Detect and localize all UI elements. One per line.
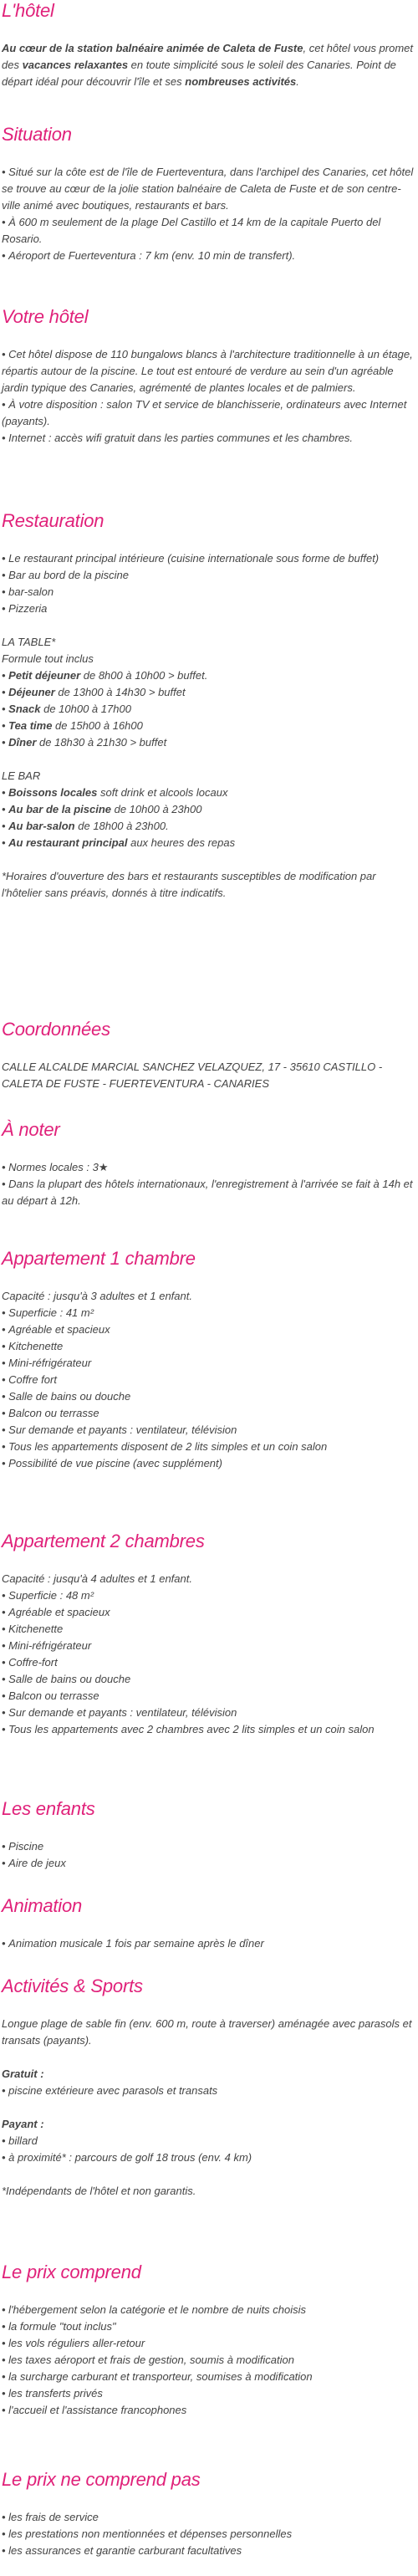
list-item: • à proximité* : parcours de golf 18 trous (env. 4 km): [2, 2149, 415, 2166]
section-title-a-noter: À noter: [2, 1119, 60, 1140]
meal-hours: de 15h00 à 16h00: [52, 719, 143, 732]
section-title-prix-ne-comprend: Le prix ne comprend pas: [2, 2469, 201, 2490]
list-item: • Dans la plupart des hôtels internationaux, l'enregistrement à l'arrivée se fait à 14h et au départ à 12h.: [2, 1176, 415, 1209]
list-item: [2, 801, 415, 818]
hotel-intro-text-1: , cet hôtel vous promet des: [2, 42, 414, 71]
list-item: • l'hébergement selon la catégorie et le nombre de nuits choisis: [2, 2302, 415, 2318]
list-item: • Internet : accès wifi gratuit dans les parties communes et les chambres.: [2, 430, 415, 447]
list-item: [2, 785, 415, 801]
meal-hours: de 8h00 à 10h00 > buffet.: [80, 669, 208, 682]
list-item: • les taxes aéroport et frais de gestion, soumis à modification: [2, 2352, 415, 2369]
address-text: CALLE ALCALDE MARCIAL SANCHEZ VELAZQUEZ, 17 - 35610 CASTILLO - CALETA DE FUSTE - FUERTEVENTURA - CANARIES: [2, 1061, 383, 1090]
la-table-heading: LA TABLE*: [2, 636, 56, 648]
section-restauration: [2, 510, 415, 902]
meal-name: Tea time: [8, 719, 53, 732]
list-item: • Superficie : 41 m²: [2, 1305, 415, 1321]
section-title-prix-comprend: Le prix comprend: [2, 2262, 141, 2282]
bar-name: Au restaurant principal: [8, 836, 128, 849]
list-item: • Kitchenette: [2, 1621, 415, 1638]
section-votre-hotel: [2, 306, 415, 447]
list-item: [2, 1159, 415, 1176]
restauration-list: [2, 550, 415, 617]
list-item: • les frais de service: [2, 2509, 415, 2526]
list-item: • Superficie : 48 m²: [2, 1587, 415, 1604]
section-title-restauration: Restauration: [2, 510, 104, 531]
list-item: • les prestations non mentionnées et dépenses personnelles: [2, 2526, 415, 2543]
section-appartement-2: [2, 1531, 415, 1738]
list-item: [2, 818, 415, 835]
section-coordonnees: [2, 1019, 415, 1092]
list-item: • À votre disposition : salon TV et service de blanchisserie, ordinateurs avec Internet (payants).: [2, 396, 415, 430]
la-table-block: [2, 634, 415, 751]
list-item: • Kitchenette: [2, 1338, 415, 1355]
hotel-intro-text-2: en toute simplicité sous le soleil des Canaries. Point de départ idéal pour découvrir l'île et ses: [2, 59, 396, 88]
votre-hotel-list: [2, 346, 415, 447]
list-item: • Situé sur la côte est de l'île de Fuerteventura, dans l'archipel des Canaries, cet hôtel se trouve au cœur de la jolie station balnéaire de Caleta de Fuste et de son centre-ville animé avec boutiques, restaurants et bars.: [2, 164, 415, 214]
activites-note: *Indépendants de l'hôtel et non garantis.: [2, 2185, 196, 2197]
section-hotel: [2, 0, 415, 90]
capacity-text: Capacité : jusqu'à 4 adultes et 1 enfant.: [2, 1572, 192, 1585]
section-animation: [2, 1895, 415, 1952]
list-item: • l'accueil et l'assistance francophones: [2, 2402, 415, 2419]
le-bar-block: [2, 768, 415, 851]
bar-hours: aux heures des repas: [127, 836, 236, 849]
hotel-intro-bold-2: vacances relaxantes: [22, 59, 129, 71]
list-item: • Animation musicale 1 fois par semaine après le dîner: [2, 1935, 415, 1952]
list-item: • les vols réguliers aller-retour: [2, 2335, 415, 2352]
bar-hours: de 18h00 à 23h00.: [74, 820, 169, 832]
list-item: • Le restaurant principal intérieure (cuisine internationale sous forme de buffet): [2, 550, 415, 567]
section-title-appartement-2: Appartement 2 chambres: [2, 1531, 205, 1551]
hotel-intro-bold-3: nombreuses activités: [185, 75, 297, 88]
payant-label: Payant :: [2, 2118, 44, 2130]
list-item: [2, 718, 415, 734]
list-item: • billard: [2, 2133, 415, 2149]
bar-name: Boissons locales: [8, 786, 98, 799]
list-item: • Balcon ou terrasse: [2, 1688, 415, 1705]
list-item: • Coffre-fort: [2, 1654, 415, 1671]
list-item: • Agréable et spacieux: [2, 1321, 415, 1338]
section-title-animation: Animation: [2, 1895, 83, 1916]
section-appartement-1: [2, 1248, 415, 1472]
list-item: • Piscine: [2, 1838, 415, 1855]
hotel-intro-text-3: .: [296, 75, 299, 88]
section-title-votre-hotel: Votre hôtel: [2, 306, 89, 327]
list-item: [2, 667, 415, 684]
list-item: • Bar au bord de la piscine: [2, 567, 415, 584]
meal-name: Petit déjeuner: [8, 669, 81, 682]
list-item: [2, 734, 415, 751]
bar-name: Au bar-salon: [8, 820, 75, 832]
list-item: • les assurances et garantie carburant facultatives: [2, 2543, 415, 2559]
meal-name: Dîner: [8, 736, 37, 749]
list-item: • la surcharge carburant et transporteur, soumises à modification: [2, 2369, 415, 2385]
list-item: [2, 701, 415, 718]
meal-name: Snack: [8, 703, 41, 715]
star-icon: ★: [98, 1161, 109, 1173]
list-item: • Mini-réfrigérateur: [2, 1355, 415, 1372]
meal-hours: de 13h00 à 14h30 > buffet: [54, 686, 186, 698]
section-title-activites: Activités & Sports: [2, 1975, 143, 1996]
situation-list: [2, 164, 415, 264]
bar-hours: de 10h00 à 23h00: [111, 803, 202, 815]
list-item: • Agréable et spacieux: [2, 1604, 415, 1621]
list-item: • Salle de bains ou douche: [2, 1671, 415, 1688]
le-bar-heading: LE BAR: [2, 769, 41, 782]
list-item: • Sur demande et payants : ventilateur, télévision: [2, 1705, 415, 1721]
meal-name: Déjeuner: [8, 686, 55, 698]
section-title-coordonnees: Coordonnées: [2, 1019, 110, 1040]
list-item: • Balcon ou terrasse: [2, 1405, 415, 1422]
meal-hours: de 10h00 à 17h00: [40, 703, 131, 715]
restauration-note: *Horaires d'ouverture des bars et restaurants susceptibles de modification par l'hôtelier sans préavis, donnés à titre indicatifs.: [2, 870, 376, 899]
list-item: • Mini-réfrigérateur: [2, 1638, 415, 1654]
bar-name: Au bar de la piscine: [8, 803, 111, 815]
section-prix-comprend: [2, 2262, 415, 2419]
bar-hours: soft drink et alcools locaux: [97, 786, 228, 799]
list-item: • la formule "tout inclus": [2, 2318, 415, 2335]
local-norms-text: Normes locales : 3: [8, 1161, 99, 1173]
section-title-appartement-1: Appartement 1 chambre: [2, 1248, 196, 1269]
section-activites: [2, 1975, 415, 2200]
la-table-sub: Formule tout inclus: [2, 652, 94, 665]
list-item: • Aéroport de Fuerteventura : 7 km (env. 10 min de transfert).: [2, 248, 415, 264]
list-item: • Possibilité de vue piscine (avec supplément): [2, 1455, 415, 1472]
list-item: • Pizzeria: [2, 601, 415, 617]
list-item: • les transferts privés: [2, 2385, 415, 2402]
section-a-noter: [2, 1119, 415, 1209]
section-title-situation: Situation: [2, 124, 72, 145]
list-item: • Salle de bains ou douche: [2, 1388, 415, 1405]
list-item: • Tous les appartements disposent de 2 lits simples et un coin salon: [2, 1439, 415, 1455]
list-item: • Cet hôtel dispose de 110 bungalows blancs à l'architecture traditionnelle à un étage, répartis autour de la piscine. Le tout est entouré de verdure au sein d'un agréable jardin typique des Canaries, agrémenté de plantes locales et de palmiers.: [2, 346, 415, 396]
section-enfants: [2, 1798, 415, 1872]
section-prix-ne-comprend: [2, 2469, 415, 2559]
section-situation: [2, 124, 415, 264]
gratuit-label: Gratuit :: [2, 2067, 44, 2080]
hotel-intro-bold-1: Au cœur de la station balnéaire animée de Caleta de Fuste: [2, 42, 303, 54]
list-item: • Tous les appartements avec 2 chambres avec 2 lits simples et un coin salon: [2, 1721, 415, 1738]
list-item: [2, 835, 415, 851]
meal-hours: de 18h30 à 21h30 > buffet: [36, 736, 167, 749]
section-title-enfants: Les enfants: [2, 1798, 95, 1819]
list-item: [2, 684, 415, 701]
list-item: • bar-salon: [2, 584, 415, 601]
list-item: • À 600 m seulement de la plage Del Castillo et 14 km de la capitale Puerto del Rosario.: [2, 214, 415, 248]
section-title-hotel: L'hôtel: [2, 0, 54, 21]
beach-text: Longue plage de sable fin (env. 600 m, route à traverser) aménagée avec parasols et transats (payants).: [2, 2017, 412, 2047]
list-item: • piscine extérieure avec parasols et transats: [2, 2083, 415, 2099]
list-item: • Aire de jeux: [2, 1855, 415, 1872]
list-item: • Sur demande et payants : ventilateur, télévision: [2, 1422, 415, 1439]
hotel-intro: [2, 40, 415, 90]
list-item: • Coffre fort: [2, 1372, 415, 1388]
capacity-text: Capacité : jusqu'à 3 adultes et 1 enfant.: [2, 1290, 192, 1302]
